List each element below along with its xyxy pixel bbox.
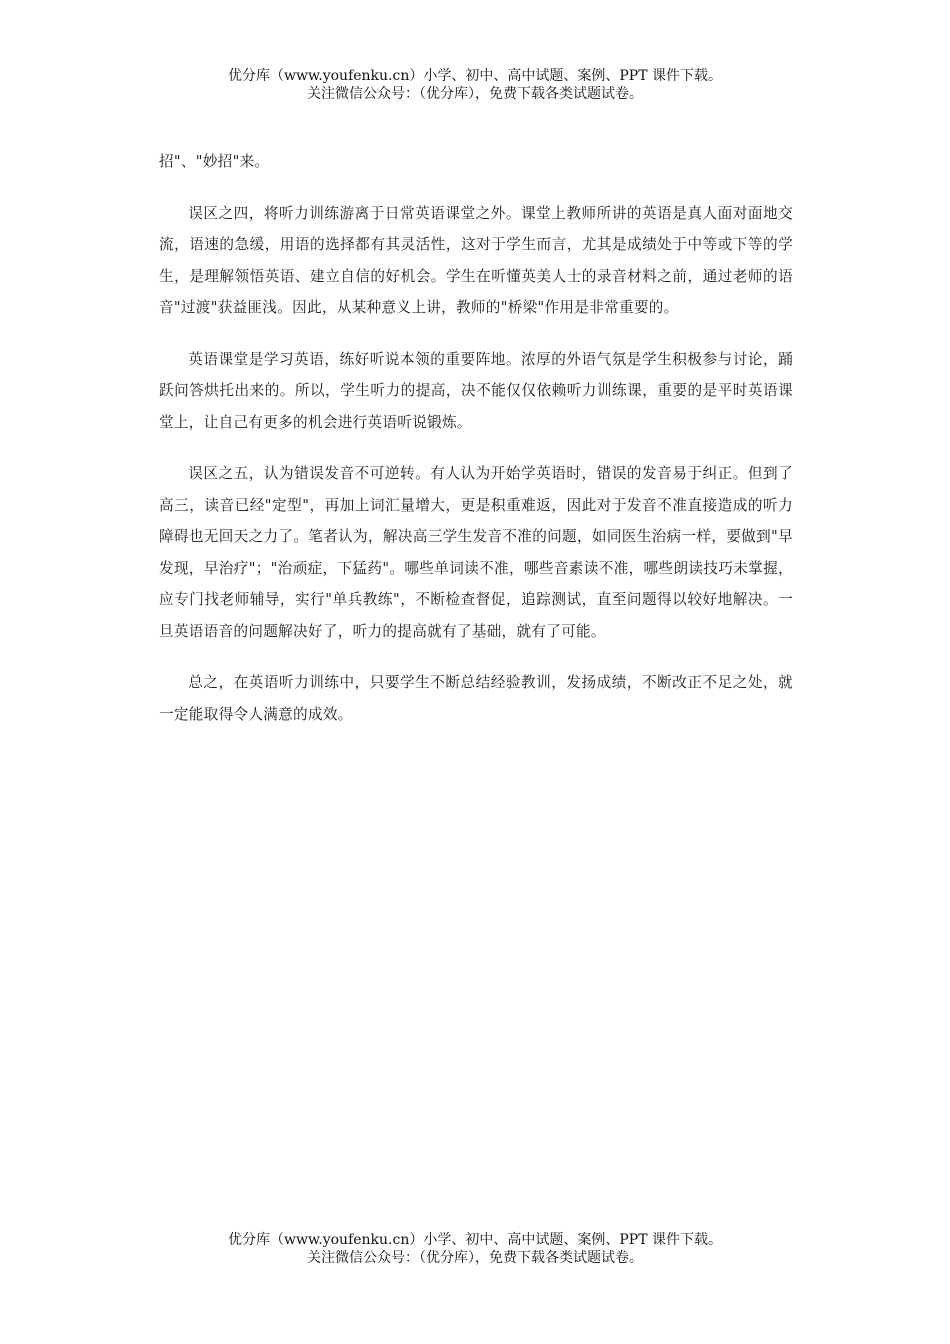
paragraph-conclusion: 总之，在英语听力训练中，只要学生不断总结经验教训，发扬成绩，不断改正不足之处，就一定能取得令人满意的成效。 xyxy=(159,674,793,723)
paragraph-misconception-four: 误区之四，将听力训练游离于日常英语课堂之外。课堂上教师所讲的英语是真人面对面地交流，语速的急缓，用语的选择都有其灵活性，这对于学生而言，尤其是成绩处于中等或下等的学生，是理解领悟英语、建立自信的好机会。学生在听懂英美人士的录音材料之前，通过老师的语音"过渡"获益匪浅。因此，从某种意义上讲，教师的"桥梁"作用是非常重要的。 xyxy=(159,204,793,316)
footer-line-2: 关注微信公众号：（优分库），免费下载各类试题试卷。 xyxy=(307,1250,643,1266)
header-line-1: 优分库（www.youfenku.cn）小学、初中、高中试题、案例、PPT 课件下载。 xyxy=(227,68,722,84)
paragraph-continuation: 招"、"妙招"来。 xyxy=(159,153,270,170)
document-body xyxy=(159,146,793,750)
paragraph-misconception-five: 误区之五，认为错误发音不可逆转。有人认为开始学英语时，错误的发音易于纠正。但到了高三，读音已经"定型"，再加上词汇量增大，更是积重难返，因此对于发音不准直接造成的听力障碍也无回天之力了。笔者认为，解决高三学生发音不准的问题，如同医生治病一样，要做到"早发现，早治疗"；"治顽症，下猛药"。哪些单词读不准，哪些音素读不准，哪些朗读技巧未掌握，应专门找老师辅导，实行"单兵教练"，不断检查督促，追踪测试，直至问题得以较好地解决。一旦英语语音的问题解决好了，听力的提高就有了基础，就有了可能。 xyxy=(159,465,793,640)
paragraph-english-classroom: 英语课堂是学习英语，练好听说本领的重要阵地。浓厚的外语气氛是学生积极参与讨论，踊跃问答烘托出来的。所以，学生听力的提高，决不能仅仅依赖听力训练课，重要的是平时英语课堂上，让自己有更多的机会进行英语听说锻炼。 xyxy=(159,350,793,431)
header-line-2: 关注微信公众号：（优分库），免费下载各类试题试卷。 xyxy=(307,86,643,102)
page-header xyxy=(0,67,950,103)
page-footer xyxy=(0,1231,950,1267)
footer-line-1: 优分库（www.youfenku.cn）小学、初中、高中试题、案例、PPT 课件下载。 xyxy=(227,1232,722,1248)
